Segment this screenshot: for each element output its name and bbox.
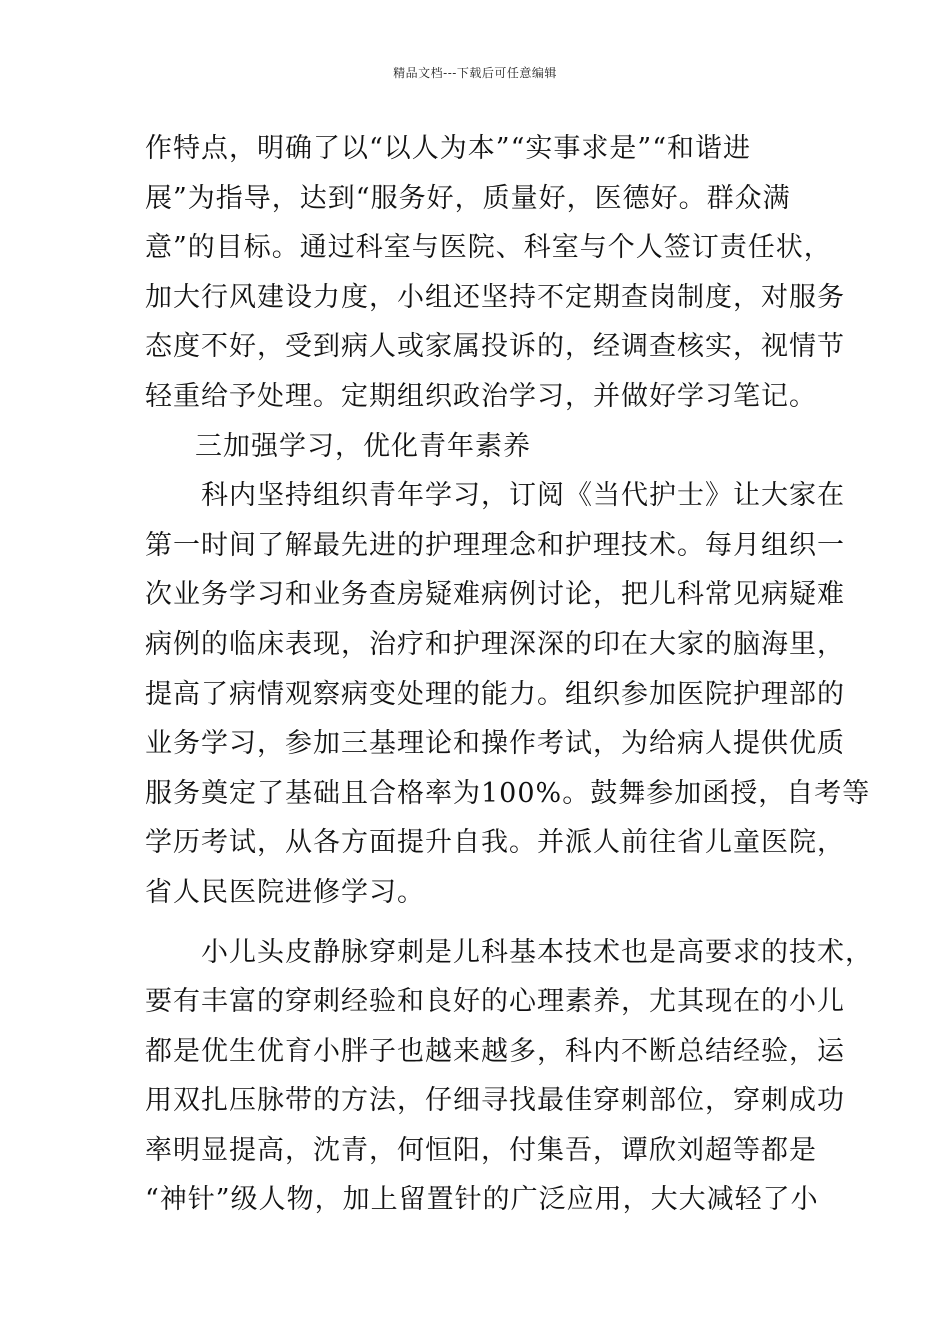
paragraph bbox=[145, 471, 871, 917]
page-header: 精品文档---下载后可任意编辑 bbox=[393, 66, 557, 80]
text-line: 作特点，明确了以“以人为本”“实事求是”“和谐进 bbox=[145, 133, 752, 164]
text-line: 学历考试，从各方面提升自我。并派人前往省儿童医院， bbox=[145, 827, 845, 859]
text-line: 省人民医院进修学习。 bbox=[145, 876, 425, 908]
text-line: 用双扎压脉带的方法，仔细寻找最佳穿刺部位，穿刺成功 bbox=[145, 1085, 845, 1117]
paragraph bbox=[145, 928, 873, 1226]
paragraph bbox=[145, 124, 845, 422]
text-line: 第一时间了解最先进的护理理念和护理技术。每月组织一 bbox=[145, 529, 845, 561]
text-line: 服务奠定了基础且合格率为100%。鼓舞参加函授，自考等 bbox=[145, 777, 871, 809]
text-line: 提高了病情观察病变处理的能力。组织参加医院护理部的 bbox=[145, 678, 845, 710]
document-body bbox=[145, 124, 873, 1225]
text-line: 展”为指导，达到“服务好，质量好，医德好。群众满 bbox=[145, 182, 791, 214]
text-line: 要有丰富的穿刺经验和良好的心理素养，尤其现在的小儿 bbox=[145, 986, 845, 1018]
text-line: 次业务学习和业务查房疑难病例讨论，把儿科常见病疑难 bbox=[145, 579, 845, 611]
text-line: 科内坚持组织青年学习，订阅《当代护士》让大家在 bbox=[201, 480, 845, 512]
text-line: 态度不好，受到病人或家属投诉的，经调查核实，视情节 bbox=[145, 331, 845, 363]
text-line: 业务学习，参加三基理论和操作考试，为给病人提供优质 bbox=[145, 728, 845, 760]
paragraph-gap bbox=[145, 918, 835, 928]
section-heading bbox=[145, 422, 835, 472]
text-line: 都是优生优育小胖子也越来越多，科内不断总结经验，运 bbox=[145, 1035, 845, 1067]
heading-text: 三加强学习，优化青年素养 bbox=[195, 430, 531, 462]
text-line: 小儿头皮静脉穿刺是儿科基本技术也是高要求的技术， bbox=[201, 936, 873, 968]
text-line: 轻重给予处理。定期组织政治学习，并做好学习笔记。 bbox=[145, 380, 817, 412]
text-line: 加大行风建设力度，小组还坚持不定期查岗制度，对服务 bbox=[145, 281, 845, 313]
text-line: 率明显提高，沈青，何恒阳，付集吾，谭欣刘超等都是 bbox=[145, 1134, 817, 1166]
text-line: “神针”级人物，加上留置针的广泛应用，大大减轻了小 bbox=[145, 1184, 819, 1216]
text-line: 病例的临床表现，治疗和护理深深的印在大家的脑海里， bbox=[145, 628, 845, 660]
text-line: 意”的目标。通过科室与医院、科室与个人签订责任状， bbox=[145, 232, 832, 264]
